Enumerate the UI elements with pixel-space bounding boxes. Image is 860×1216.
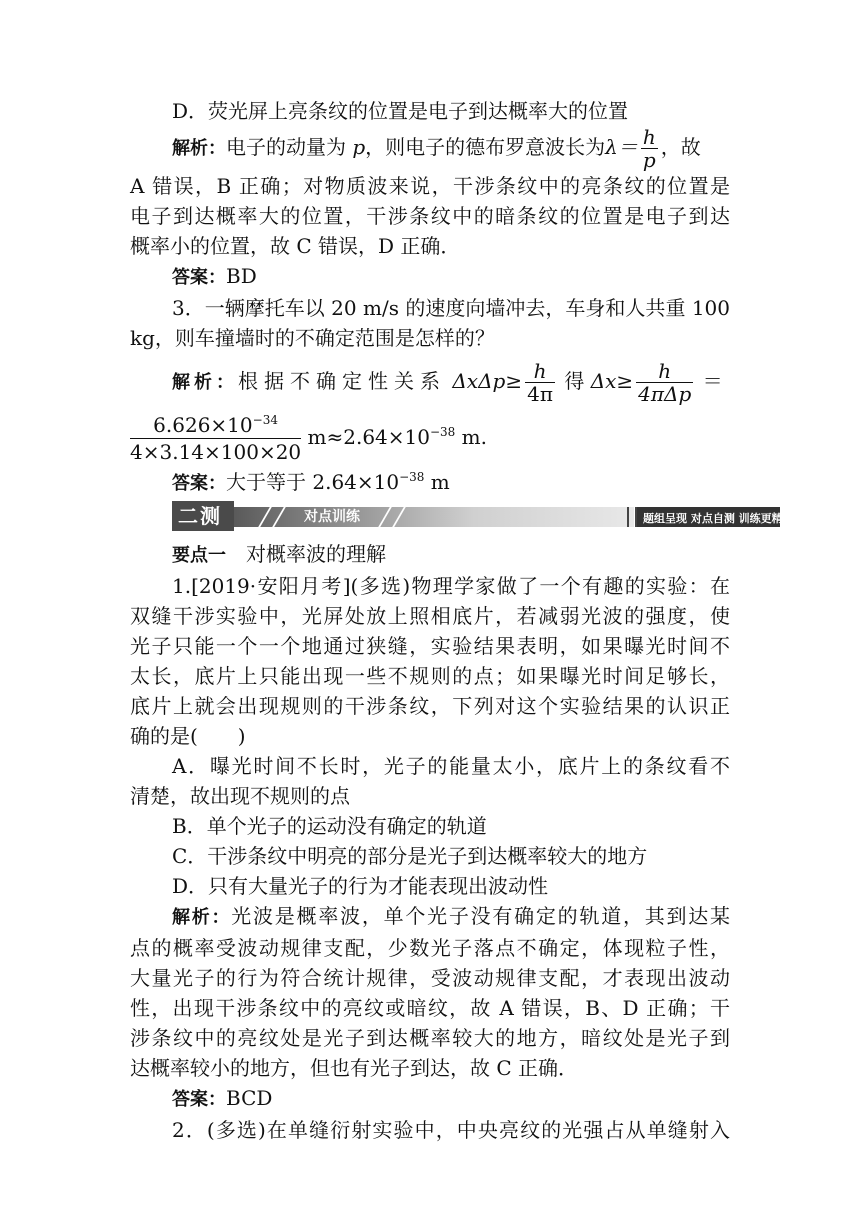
- option-a-line-2: 清楚，故出现不规则的点: [130, 784, 350, 808]
- q3-analysis-de: 得: [564, 369, 585, 393]
- analysis-text-1a: 电子的动量为: [226, 135, 346, 159]
- fraction-denominator: 4πΔp: [638, 382, 692, 406]
- q1-analysis-line-6: 达概率较小的地方，但也有光子到达，故 C 正确．: [130, 1056, 579, 1080]
- option-d: D．荧光屏上亮条纹的位置是电子到达概率大的位置: [172, 99, 629, 123]
- h-over-4pi-fraction: [525, 360, 555, 405]
- question-1-line-4: 太长，底片上只能出现一些不规则的点；如果曝光时间足够长，: [130, 664, 730, 688]
- key-point-heading: [130, 539, 730, 571]
- fraction-numerator: h: [525, 360, 555, 383]
- answer-exponent: −38: [399, 470, 425, 484]
- answer-label: 答案：: [172, 473, 226, 494]
- option-a-line-1: A．曝光时间不长时，光子的能量太小，底片上的条纹看不: [172, 754, 730, 778]
- q3-relation-2: Δx≥: [590, 369, 634, 393]
- q3-relation-1: ΔxΔp≥: [452, 369, 523, 393]
- question-3-calculation: [130, 407, 730, 467]
- q3-analysis-text: 根据不确定性关系: [238, 369, 446, 393]
- fraction-numerator: h: [642, 125, 656, 149]
- option-b: B．单个光子的运动没有确定的轨道: [172, 814, 487, 838]
- key-point-label: 要点一: [172, 545, 226, 566]
- fraction-denominator: p: [642, 148, 656, 172]
- answer-unit: m: [424, 470, 450, 494]
- answer-value: 大于等于 2.64×10: [226, 470, 400, 494]
- analysis-text-1b: ，则电子的德布罗意波长为: [365, 135, 606, 159]
- banner-left-text: 二测: [178, 504, 222, 528]
- q1-analysis-line-3: 大量光子的行为符合统计规律，受波动规律支配，才表现出波动: [130, 966, 730, 990]
- numerator-text: 6.626×10: [153, 413, 253, 437]
- fraction-numerator: h: [636, 360, 693, 383]
- q1-analysis-text: 光波是概率波，单个光子没有确定的轨道，其到达某: [231, 904, 731, 928]
- analysis-line-3: 电子到达概率大的位置，干涉条纹中的暗条纹的位置是电子到达: [130, 204, 730, 228]
- answer-2: [130, 467, 730, 499]
- banner-middle-block: [234, 507, 634, 527]
- analysis-line-4: 概率小的位置，故 C 错误，D 正确．: [130, 234, 461, 258]
- q1-analysis-line-5: 涉条纹中的亮纹处是光子到达概率较大的地方，暗纹处是光子到: [130, 1026, 730, 1050]
- banner-left-block: [172, 501, 234, 531]
- banner-right-block: [637, 507, 794, 527]
- answer-1: [130, 261, 730, 293]
- question-3-line-2: kg，则车撞墙时的不确定范围是怎样的？: [130, 326, 495, 350]
- banner-right-text: 题组呈现 对点自测 训练更精准: [643, 512, 794, 525]
- q1-analysis-line-1: [130, 901, 730, 933]
- analysis-label: 解析：: [172, 907, 232, 928]
- document-page: [130, 96, 794, 1145]
- equals-sign: ＝: [702, 369, 723, 393]
- h-over-4pi-dp-fraction: [636, 360, 693, 405]
- question-3-line-1: 3．一辆摩托车以 20 m/s 的速度向墙冲去，车身和人共重 100: [172, 296, 730, 320]
- banner-bars-decoration: [627, 507, 637, 527]
- q3-result-exponent: −38: [429, 425, 456, 439]
- analysis-text-1c: ，故: [660, 135, 701, 159]
- analysis-label: 解析：: [172, 138, 226, 159]
- question-1-line-5: 底片上就会出现规则的干涉条纹，下列对这个实验结果的认识正: [130, 694, 730, 718]
- question-2-line-1: 2．(多选)在单缝衍射实验中，中央亮纹的光强占从单缝射入: [172, 1118, 730, 1142]
- numerator-exponent: −34: [252, 413, 278, 427]
- numeric-fraction: [130, 412, 301, 465]
- q3-result-unit: m.: [455, 425, 487, 449]
- fraction-numerator: [130, 412, 301, 439]
- h-over-p-fraction: [641, 126, 658, 171]
- question-1-line-6: 确的是( ): [130, 724, 246, 748]
- answer-value: BCD: [226, 1086, 273, 1110]
- q3-result: m≈2.64×10: [307, 425, 430, 449]
- analysis-line-2: A 错误，B 正确；对物质波来说，干涉条纹中的亮条纹的位置是: [130, 174, 730, 198]
- q1-analysis-line-2: 点的概率受波动规律支配，少数光子落点不确定，体现粒子性，: [130, 936, 730, 960]
- lambda-symbol: λ＝: [605, 135, 638, 159]
- option-d: D．只有大量光子的行为才能表现出波动性: [172, 874, 549, 898]
- q1-analysis-line-4: 性，出现干涉条纹中的亮纹或暗纹，故 A 错误，B、D 正确；干: [130, 996, 730, 1020]
- answer-3: [130, 1083, 730, 1115]
- question-1-line-3: 光子只能一个一个地通过狭缝，实验结果表明，如果曝光时间不: [130, 634, 730, 658]
- analysis-label: 解析：: [172, 372, 238, 393]
- p-variable: p: [352, 135, 366, 159]
- fraction-denominator: 4×3.14×100×20: [130, 440, 302, 464]
- answer-label: 答案：: [172, 1089, 226, 1110]
- question-1-line-2: 双缝干涉实验中，光屏处放上照相底片，若减弱光波的强度，使: [130, 604, 730, 628]
- fraction-denominator: 4π: [527, 382, 553, 406]
- option-c: C．干涉条纹中明亮的部分是光子到达概率较大的地方: [172, 844, 648, 868]
- analysis-line-1: [130, 126, 730, 171]
- section-banner: [172, 501, 794, 531]
- answer-label: 答案：: [172, 267, 226, 288]
- key-point-title: 对概率波的理解: [246, 542, 386, 566]
- question-1-line-1: 1.[2019·安阳月考](多选)物理学家做了一个有趣的实验：在: [172, 574, 730, 598]
- answer-value: BD: [226, 264, 257, 288]
- banner-middle-text: 对点训练: [304, 509, 360, 525]
- question-3-analysis: [130, 353, 730, 411]
